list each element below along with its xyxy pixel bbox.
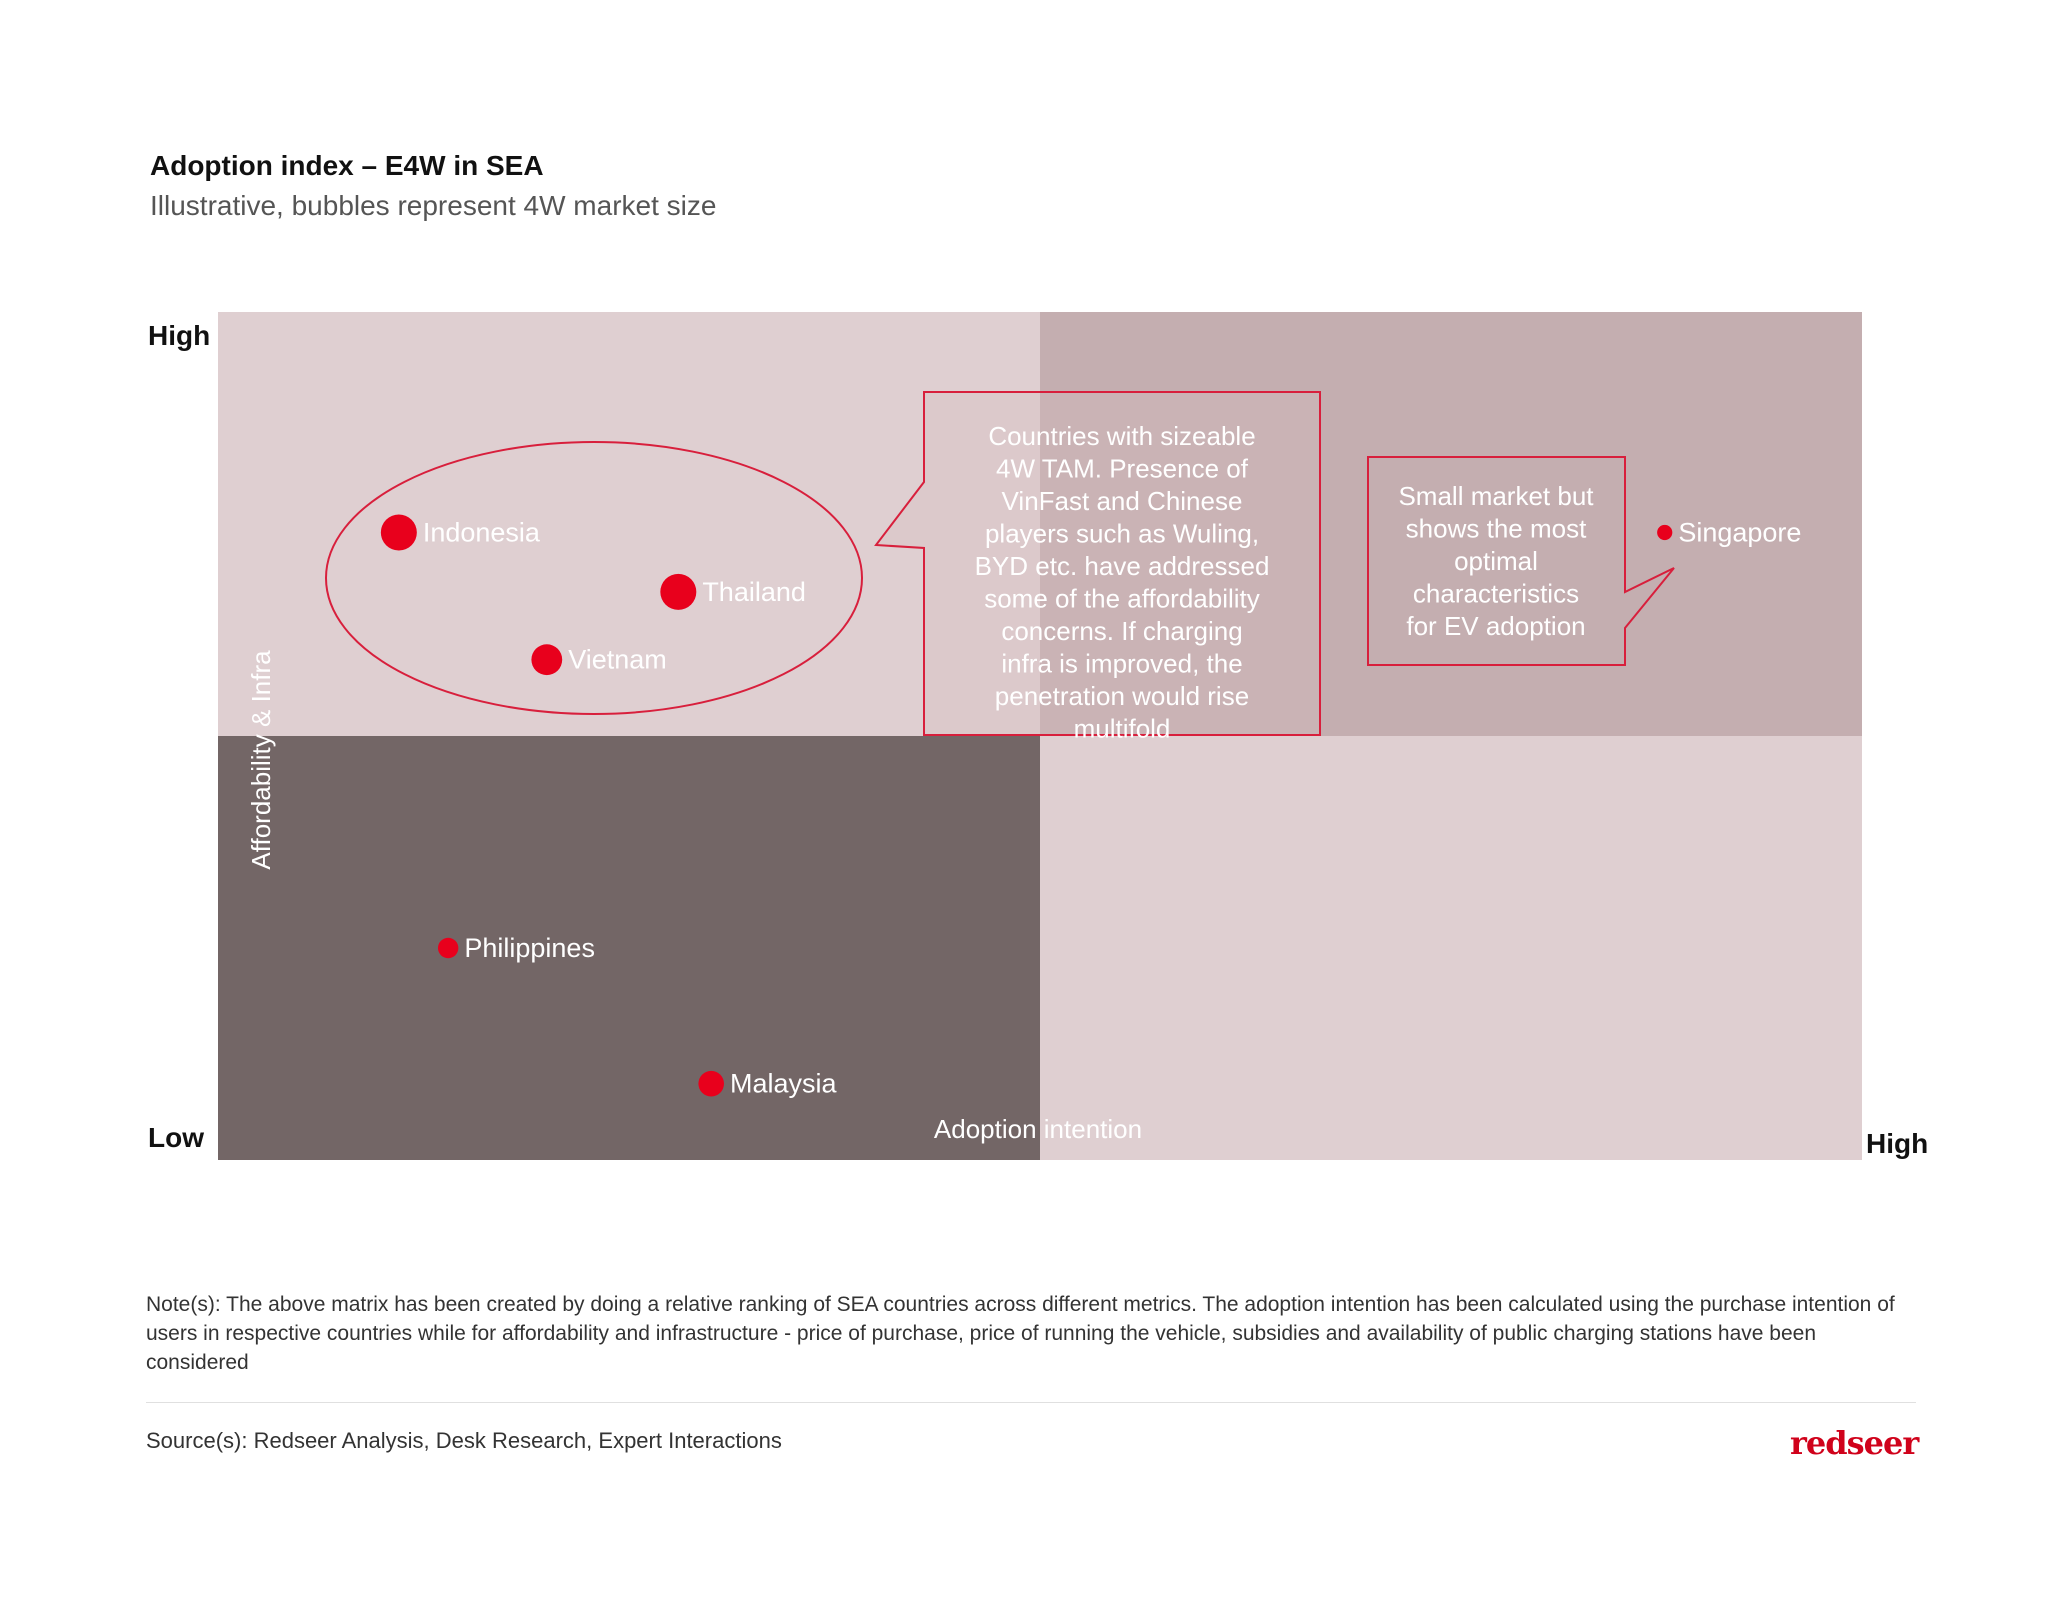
x-axis-high-label: High <box>1866 1128 1929 1159</box>
data-point-thailand <box>660 574 696 610</box>
footnote: Note(s): The above matrix has been created by doing a relative ranking of SEA countries across different metrics. The adoption intention has been calculated using the purchase intention of users in respective countries while for affordability and infrastructure - price of purchase, price of running the vehicle, subsidies and availability of public charging stations have been considered <box>146 1293 1895 1374</box>
callout-text-large: Countries with sizeable 4W TAM. Presence of VinFast and Chinese players such as Wuling, BYD etc. have addressed some of the affordability concerns. If charging infra is improved, the penetration would rise multifold <box>974 421 1270 744</box>
data-label-philippines: Philippines <box>464 933 595 963</box>
quadrant-bottom-left <box>218 736 1040 1160</box>
data-label-singapore: Singapore <box>1678 517 1802 548</box>
data-label-indonesia: Indonesia <box>422 517 540 548</box>
axis-low-label: Low <box>148 1122 204 1153</box>
data-point-singapore <box>1657 525 1672 540</box>
chart-subtitle: Illustrative, bubbles represent 4W market size <box>150 190 717 221</box>
footer-divider <box>146 1402 1916 1403</box>
redseer-logo: redseer <box>1790 1424 1919 1462</box>
source-note: Source(s): Redseer Analysis, Desk Research, Expert Interactions <box>146 1428 782 1453</box>
callout-text-small: Small market but shows the most optimal characteristics for EV adoption <box>1398 481 1594 641</box>
data-label-vietnam: Vietnam <box>568 644 667 675</box>
data-point-indonesia <box>381 514 417 550</box>
quadrant-bottom-right <box>1040 736 1862 1160</box>
y-axis-high-label: High <box>148 320 211 351</box>
x-axis-title: Adoption intention <box>933 1114 1143 1144</box>
data-label-malaysia: Malaysia <box>730 1068 837 1099</box>
chart-title: Adoption index – E4W in SEA <box>150 150 544 181</box>
data-point-malaysia <box>698 1071 724 1097</box>
data-point-philippines <box>438 938 458 958</box>
data-label-thailand: Thailand <box>702 576 806 607</box>
data-point-vietnam <box>531 644 562 675</box>
y-axis-title: Affordability & Infra <box>246 650 276 870</box>
